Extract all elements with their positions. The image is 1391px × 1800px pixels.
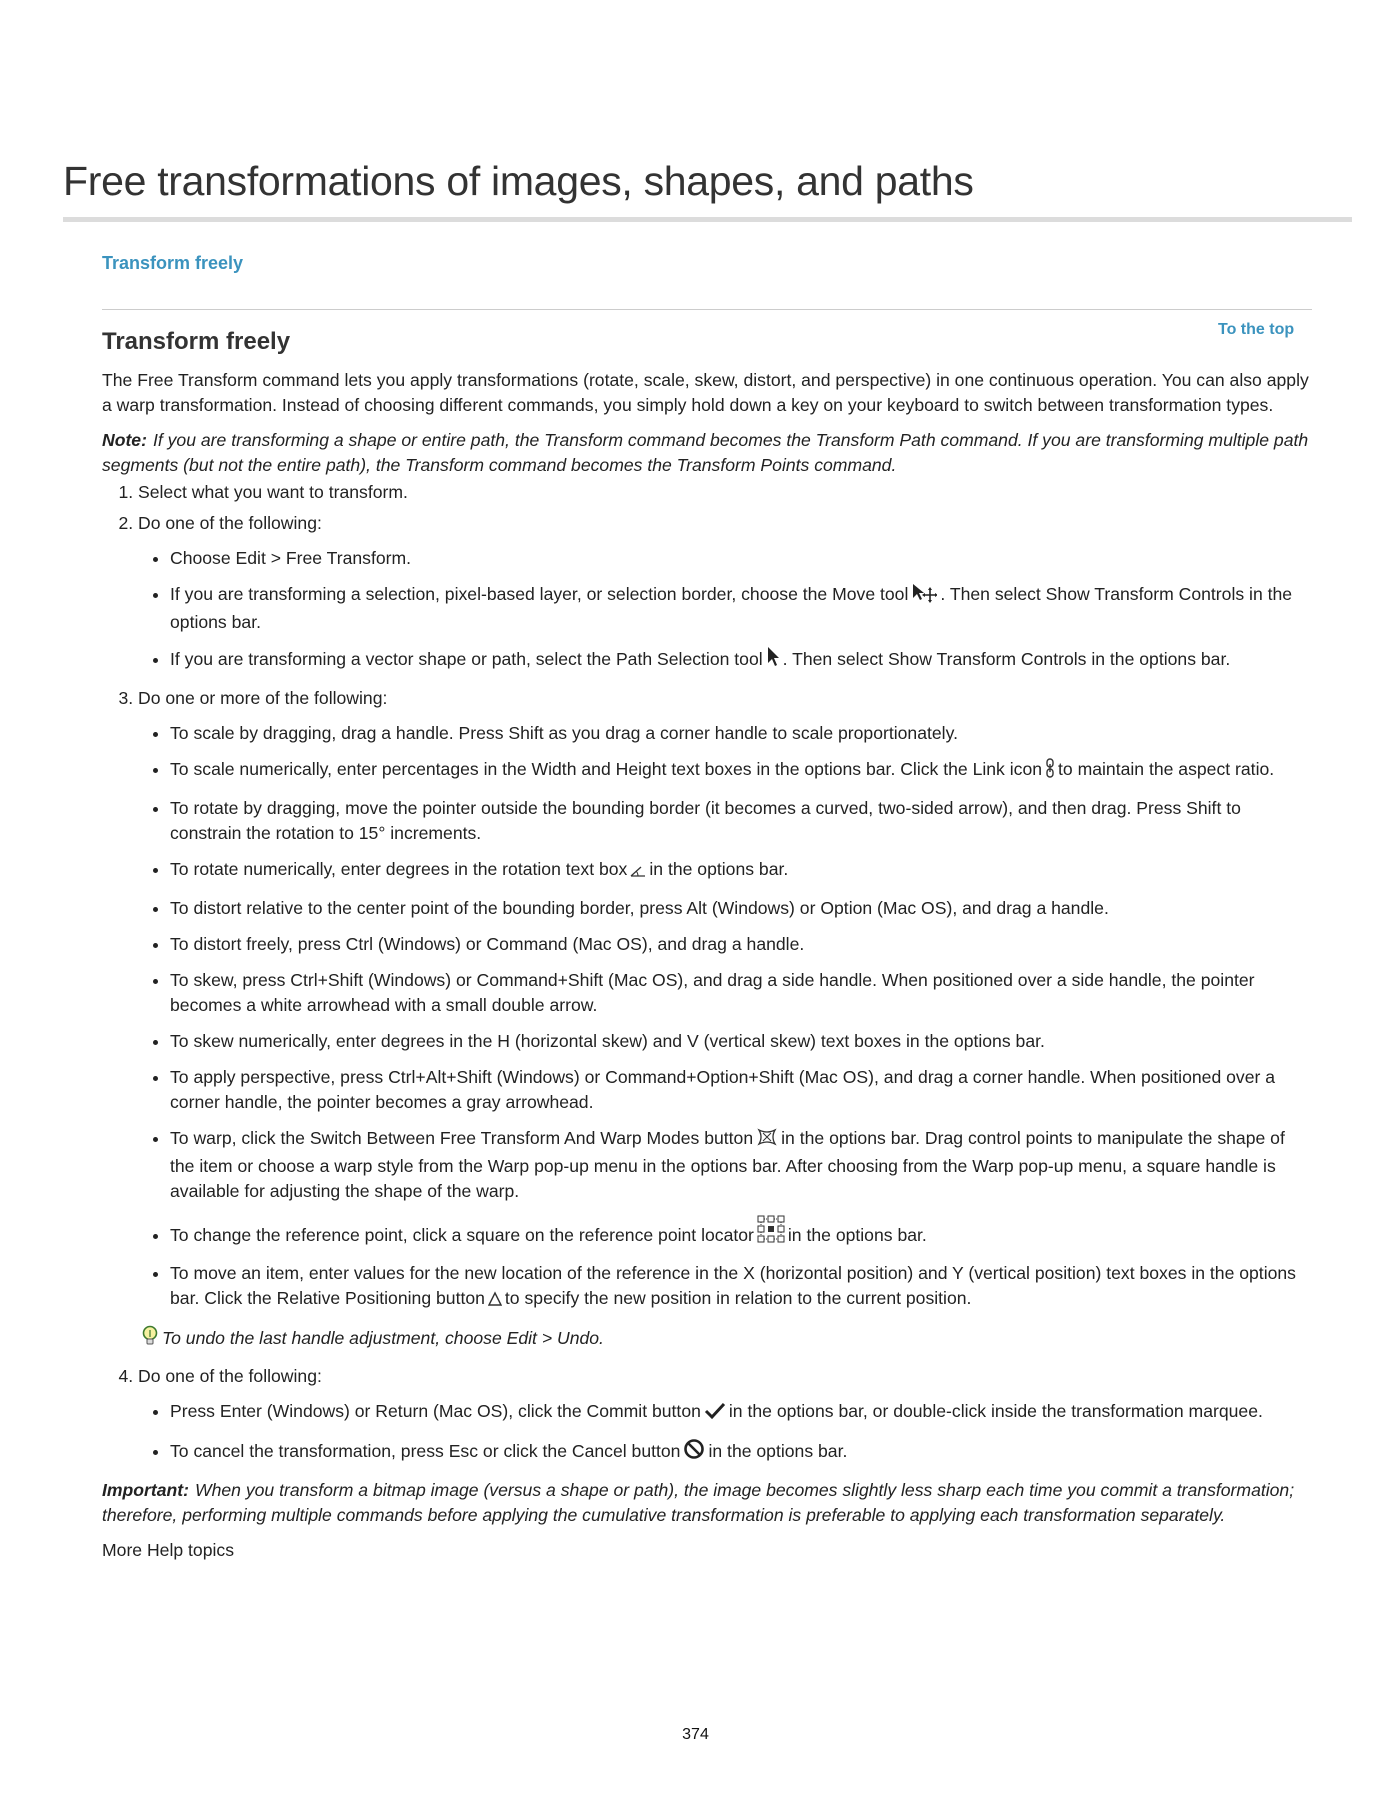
step-2-options	[138, 546, 1312, 675]
list-item-text: Choose Edit > Free Transform.	[170, 548, 412, 568]
note	[102, 428, 1312, 478]
list-item-text: in the options bar.	[649, 859, 789, 879]
step-2-text: Do one of the following:	[138, 513, 322, 533]
rotation-angle-icon	[630, 860, 646, 885]
path-selection-tool-icon	[766, 646, 780, 675]
list-item-text: To move an item, enter values for the new location of the reference in the X (horizontal position) and Y (vertical position) text boxes in the options bar. Click the Relative Positioning button	[170, 1263, 1296, 1308]
list-item	[170, 757, 1312, 785]
list-item	[170, 1438, 1312, 1467]
list-item	[170, 582, 1312, 635]
list-item	[170, 1029, 1312, 1054]
list-item	[170, 1261, 1312, 1314]
list-item	[170, 896, 1312, 921]
section-content	[102, 325, 1312, 1573]
list-item-text: to specify the new position in relation to the current position.	[504, 1288, 972, 1308]
list-item-text: If you are transforming a selection, pixel-based layer, or selection border, choose the Move tool	[170, 584, 909, 604]
list-item	[170, 721, 1312, 746]
list-item-text: . Then select Show Transform Controls in the options bar.	[782, 649, 1231, 669]
list-item-text: If you are transforming a vector shape or path, select the Path Selection tool	[170, 649, 763, 669]
list-item	[170, 857, 1312, 885]
lightbulb-icon	[141, 1325, 159, 1354]
list-item-text: in the options bar. Drag control points to manipulate the shape of the item or choose a warp style from the Warp pop-up menu in the options bar. After choosing from the Warp pop-up menu, a square handle is available for adjusting the shape of the warp.	[170, 1128, 1285, 1201]
list-item	[170, 968, 1312, 1018]
list-item-text: To warp, click the Switch Between Free Transform And Warp Modes button	[170, 1128, 754, 1148]
list-item-text: To skew, press Ctrl+Shift (Windows) or Command+Shift (Mac OS), and drag a side handle. When positioned over a side handle, the pointer becomes a white arrowhead with a small double arrow.	[170, 970, 1255, 1015]
list-item	[170, 1065, 1312, 1115]
important-note	[102, 1478, 1312, 1528]
page-title: Free transformations of images, shapes, and paths	[63, 158, 974, 204]
list-item	[170, 932, 1312, 957]
cancel-icon	[683, 1438, 705, 1467]
step-3-text: Do one or more of the following:	[138, 688, 388, 708]
step-3	[138, 686, 1312, 1354]
list-item-text: . Then select Show Transform Controls in the options bar.	[170, 584, 1293, 632]
step-2	[138, 511, 1312, 675]
tip	[138, 1325, 1312, 1354]
step-1-text: Select what you want to transform.	[138, 482, 408, 502]
steps-list	[102, 480, 1312, 1467]
list-item-text: Press Enter (Windows) or Return (Mac OS), click the Commit button	[170, 1401, 701, 1421]
list-item	[170, 1126, 1312, 1204]
link-icon	[1045, 758, 1055, 785]
intro-paragraph: The Free Transform command lets you apply transformations (rotate, scale, skew, distort, and perspective) in one continuous operation. You can also apply a warp transformation. Instead of choosing different commands, you simply hold down a key on your keyboard to switch between transformation types.	[102, 370, 1309, 415]
list-item-text: To scale by dragging, drag a handle. Press Shift as you drag a corner handle to scale proportionately.	[170, 723, 958, 743]
list-item-text: To change the reference point, click a square on the reference point locator	[170, 1225, 754, 1245]
title-divider	[63, 217, 1352, 222]
to-the-top-link[interactable]: To the top	[1218, 321, 1295, 338]
step-4-options	[138, 1399, 1312, 1467]
step-4-text: Do one of the following:	[138, 1366, 322, 1386]
list-item-text: To rotate by dragging, move the pointer outside the bounding border (it becomes a curved, two-sided arrow), and then drag. Press Shift to constrain the rotation to 15° increments.	[170, 798, 1241, 843]
list-item-text: To rotate numerically, enter degrees in the rotation text box	[170, 859, 628, 879]
list-item-text: in the options bar.	[787, 1225, 927, 1245]
page-number: 374	[682, 1726, 709, 1743]
commit-checkmark-icon	[704, 1402, 726, 1427]
list-item	[170, 546, 1312, 571]
important-text: When you transform a bitmap image (versus a shape or path), the image becomes slightly less sharp each time you commit a transformation; therefore, performing multiple commands before applying the cumulative transformation is preferable to applying each transformation separately.	[102, 1480, 1295, 1525]
section-divider	[102, 309, 1312, 310]
section-heading: Transform freely	[102, 328, 291, 355]
warp-mode-icon	[756, 1127, 778, 1154]
important-label: Important:	[102, 1480, 189, 1500]
step-3-options	[138, 721, 1312, 1314]
list-item-text: To distort relative to the center point of the bounding border, press Alt (Windows) or Option (Mac OS), and drag a handle.	[170, 898, 1109, 918]
list-item	[170, 1399, 1312, 1427]
move-tool-icon	[911, 583, 937, 610]
list-item-text: in the options bar.	[708, 1441, 848, 1461]
tip-text: To undo the last handle adjustment, choose Edit > Undo.	[162, 1328, 604, 1348]
reference-point-locator-icon	[757, 1215, 785, 1250]
note-text: If you are transforming a shape or entire path, the Transform command becomes the Transform Path command. If you are transforming multiple path segments (but not the entire path), the Transform command becomes the Transform Points command.	[102, 430, 1309, 475]
relative-positioning-icon	[488, 1289, 502, 1314]
list-item-text: To distort freely, press Ctrl (Windows) or Command (Mac OS), and drag a handle.	[170, 934, 805, 954]
list-item-text: in the options bar, or double-click inside the transformation marquee.	[728, 1401, 1263, 1421]
list-item-text: To apply perspective, press Ctrl+Alt+Shift (Windows) or Command+Option+Shift (Mac OS), and drag a corner handle. When positioned over a corner handle, the pointer becomes a gray arrowhead.	[170, 1067, 1276, 1112]
step-4	[138, 1364, 1312, 1467]
list-item	[170, 796, 1312, 846]
list-item-text: to maintain the aspect ratio.	[1058, 759, 1275, 779]
list-item-text: To scale numerically, enter percentages in the Width and Height text boxes in the options bar. Click the Link icon	[170, 759, 1043, 779]
step-1	[138, 480, 1312, 505]
toc-link-transform-freely[interactable]: Transform freely	[102, 253, 244, 273]
list-item-text: To skew numerically, enter degrees in the H (horizontal skew) and V (vertical skew) text boxes in the options bar.	[170, 1031, 1045, 1051]
list-item	[170, 1215, 1312, 1250]
list-item	[170, 646, 1312, 675]
note-label: Note:	[102, 430, 147, 450]
more-help-topics: More Help topics	[102, 1540, 235, 1560]
list-item-text: To cancel the transformation, press Esc or click the Cancel button	[170, 1441, 681, 1461]
